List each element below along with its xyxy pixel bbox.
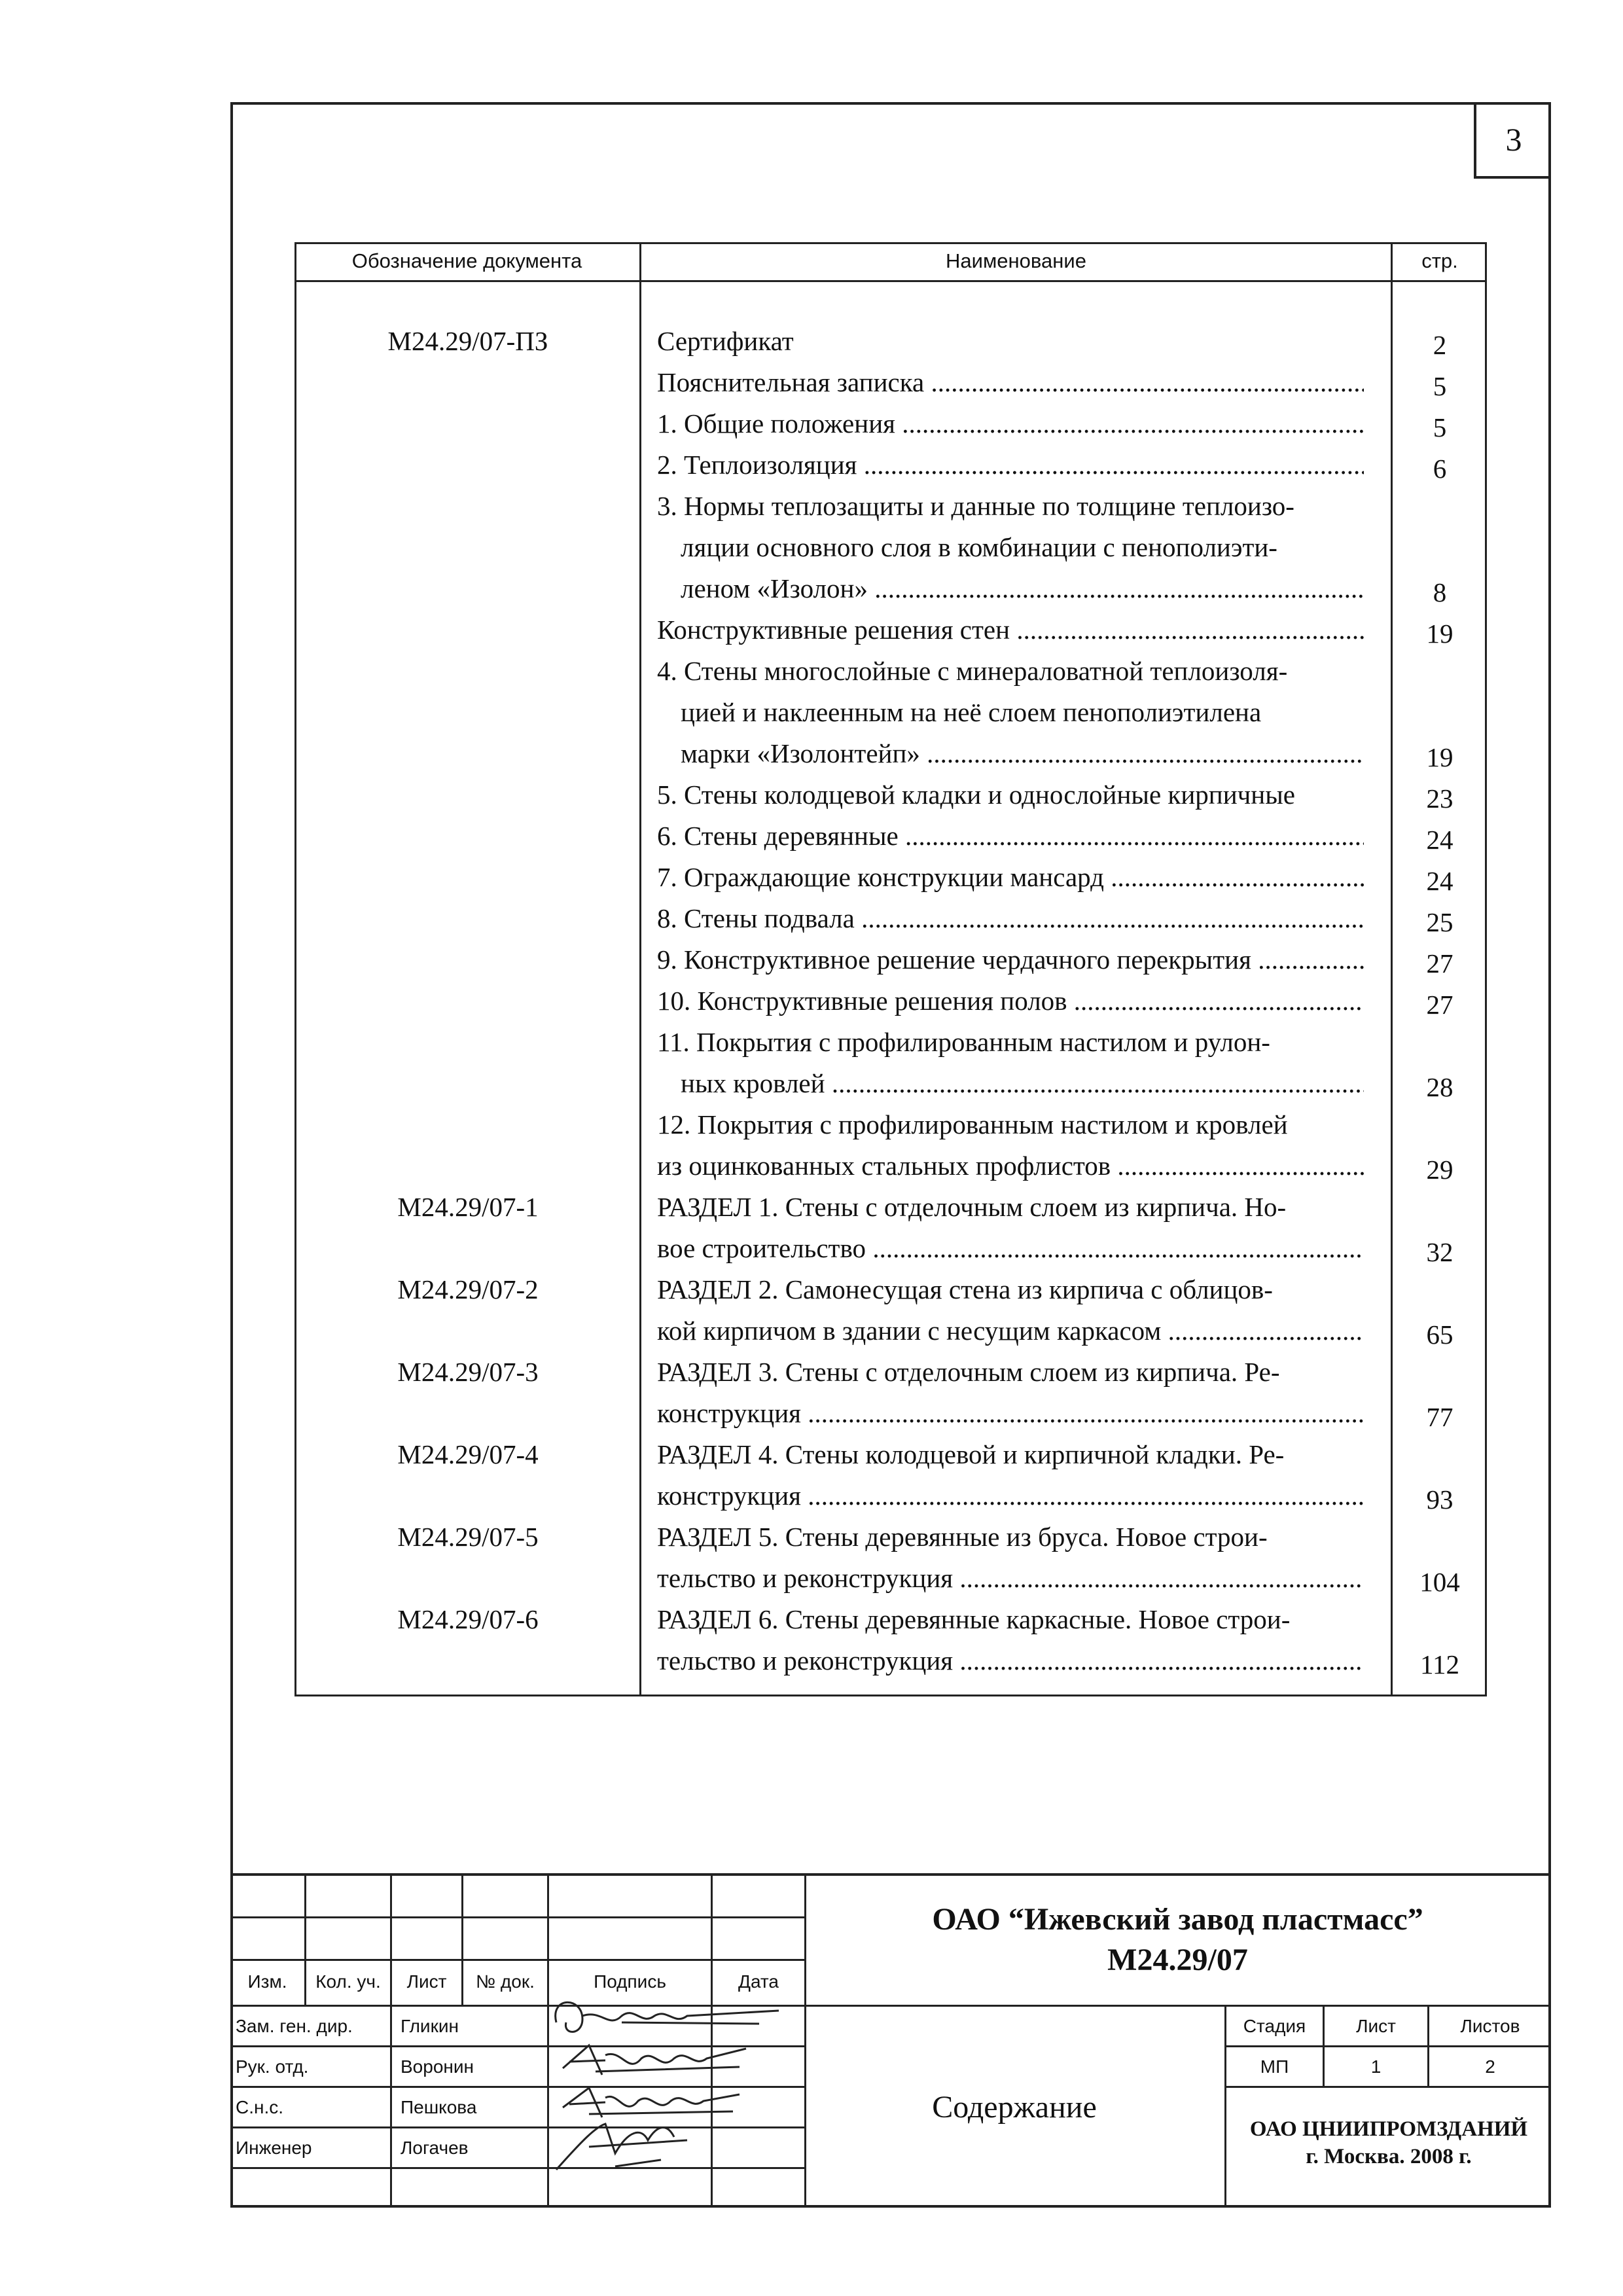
- stamp-col-qty: Кол. уч.: [315, 1971, 381, 1992]
- row-title-line: РАЗДЕЛ 6. Стены деревянные каркасные. Новое строи-: [657, 1604, 1291, 1634]
- row-title: [657, 1310, 1364, 1352]
- row-title: [657, 1516, 1364, 1558]
- row-page-number: 27: [1426, 990, 1454, 1020]
- row-title: [657, 486, 1364, 527]
- sheets-value: 2: [1485, 2056, 1495, 2077]
- row-document-code: М24.29/07-6: [397, 1604, 539, 1634]
- stamp-rule: [230, 1916, 804, 1918]
- stamp-col-date: Дата: [738, 1971, 779, 1992]
- row-title-line: Пояснительная записка: [657, 367, 925, 397]
- row-title: [657, 1187, 1364, 1228]
- row-title-line: РАЗДЕЛ 1. Стены с отделочным слоем из кирпича. Но-: [657, 1192, 1287, 1222]
- row-document-code: М24.29/07-1: [397, 1192, 539, 1222]
- sheets-label: Листов: [1460, 2016, 1520, 2036]
- sheet-label: Лист: [1356, 2016, 1396, 2036]
- row-title: [657, 898, 1364, 939]
- row-title: [657, 733, 1364, 774]
- row-page-number: 104: [1419, 1567, 1460, 1597]
- table-header-rule: [294, 280, 1487, 282]
- row-title-line: РАЗДЕЛ 3. Стены с отделочным слоем из кирпича. Ре-: [657, 1357, 1280, 1387]
- row-title: [657, 1475, 1364, 1516]
- row-title-line: 9. Конструктивное решение чердачного перекрытия: [657, 944, 1251, 975]
- row-title: [657, 1145, 1364, 1187]
- row-title: [657, 1640, 1364, 1681]
- row-title-line: РАЗДЕЛ 4. Стены колодцевой и кирпичной кладки. Ре-: [657, 1439, 1285, 1469]
- row-title: [657, 321, 1364, 362]
- stamp-rule: [230, 1959, 804, 1961]
- row-title: [657, 1228, 1364, 1269]
- row-title-line: кой кирпичом в здании с несущим каркасом: [657, 1316, 1162, 1346]
- row-title: [657, 651, 1364, 692]
- row-title-line: из оцинкованных стальных профлистов: [657, 1151, 1111, 1181]
- row-page-number: 93: [1426, 1484, 1454, 1515]
- row-title-line: 8. Стены подвала: [657, 903, 855, 933]
- name-deputy-director: Гликин: [401, 2016, 459, 2036]
- row-title-line: Конструктивные решения стен: [657, 615, 1010, 645]
- row-title-line: 6. Стены деревянные: [657, 821, 899, 851]
- row-title-line: вое строительство: [657, 1233, 866, 1263]
- row-title: [657, 692, 1364, 733]
- handwritten-signatures: [543, 1983, 818, 2179]
- row-title: [657, 444, 1364, 486]
- stamp-col-docno: № док.: [476, 1971, 535, 1992]
- row-page-number: 25: [1426, 907, 1454, 937]
- header-name: Наименование: [946, 249, 1086, 272]
- row-title: [657, 857, 1364, 898]
- row-page-number: 24: [1426, 825, 1454, 855]
- row-title-line: ляции основного слоя в комбинации с пенополиэти-: [681, 532, 1277, 562]
- row-title-line: 4. Стены многослойные с минераловатной теплоизоля-: [657, 656, 1288, 686]
- row-page-number: 8: [1433, 577, 1447, 607]
- row-page-number: 24: [1426, 866, 1454, 896]
- header-page: стр.: [1421, 249, 1458, 272]
- row-title: [657, 1063, 1364, 1104]
- row-page-number: 112: [1420, 1649, 1459, 1679]
- stage-label: Стадия: [1243, 2016, 1306, 2036]
- row-document-code: М24.29/07-2: [397, 1274, 539, 1304]
- row-page-number: 6: [1433, 454, 1447, 484]
- row-title-line: марки «Изолонтейп»: [681, 738, 920, 768]
- city-year: г. Москва. 2008 г.: [1306, 2145, 1472, 2168]
- document-title: Содержание: [932, 2090, 1097, 2125]
- row-title: [657, 939, 1364, 980]
- row-title: [657, 1599, 1364, 1640]
- row-title-line: 7. Ограждающие конструкции мансард: [657, 862, 1104, 892]
- row-title: [657, 362, 1364, 403]
- row-title-line: ных кровлей: [681, 1068, 825, 1098]
- row-title-line: 1. Общие положения: [657, 408, 895, 439]
- row-title-line: 2. Теплоизоляция: [657, 450, 857, 480]
- name-department-head: Воронин: [401, 2056, 474, 2077]
- stamp-col-signature: Подпись: [594, 1971, 666, 1992]
- organization-name: ОАО “Ижевский завод пластмасс”: [932, 1902, 1423, 1937]
- row-page-number: 77: [1426, 1402, 1454, 1432]
- document-code: М24.29/07: [1107, 1943, 1248, 1977]
- row-document-code: М24.29/07-ПЗ: [387, 326, 548, 356]
- row-title-line: 12. Покрытия с профилированным настилом и кровлей: [657, 1109, 1288, 1139]
- row-title-line: 3. Нормы теплозащиты и данные по толщине теплоизо-: [657, 491, 1294, 521]
- row-title: [657, 609, 1364, 651]
- row-title: [657, 1393, 1364, 1434]
- stamp-col-sheet: Лист: [406, 1971, 447, 1992]
- row-title: [657, 816, 1364, 857]
- row-title: [657, 527, 1364, 568]
- table-divider: [639, 242, 641, 1696]
- stamp-rule: [390, 1873, 392, 2208]
- row-title-line: 5. Стены колодцевой кладки и однослойные кирпичные: [657, 780, 1295, 810]
- row-document-code: М24.29/07-4: [397, 1439, 539, 1469]
- name-engineer: Логачев: [401, 2138, 469, 2158]
- row-page-number: 19: [1426, 619, 1454, 649]
- role-department-head: Рук. отд.: [236, 2056, 309, 2077]
- row-title-line: 11. Покрытия с профилированным настилом и рулон-: [657, 1027, 1270, 1057]
- stage-value: МП: [1260, 2056, 1289, 2077]
- sheet-number: 3: [1474, 102, 1551, 179]
- row-title-line: тельство и реконструкция: [657, 1563, 954, 1593]
- row-page-number: 28: [1426, 1072, 1454, 1102]
- row-page-number: 27: [1426, 948, 1454, 978]
- role-engineer: Инженер: [236, 2138, 312, 2158]
- row-title: [657, 403, 1364, 444]
- row-page-number: 5: [1433, 412, 1447, 442]
- row-page-number: 65: [1426, 1319, 1454, 1350]
- row-title: [657, 1434, 1364, 1475]
- row-title-line: РАЗДЕЛ 2. Самонесущая стена из кирпича с облицов-: [657, 1274, 1273, 1304]
- developer-organization: ОАО ЦНИИПРОМЗДАНИЙ: [1249, 2117, 1528, 2141]
- row-title-line: Сертификат: [657, 326, 794, 356]
- row-title: [657, 1104, 1364, 1145]
- header-document-code: Обозначение документа: [351, 249, 582, 272]
- row-title-line: 10. Конструктивные решения полов: [657, 986, 1067, 1016]
- row-title: [657, 980, 1364, 1022]
- stamp-col-rev: Изм.: [247, 1971, 287, 1992]
- row-title-line: тельство и реконструкция: [657, 1645, 954, 1676]
- row-title: [657, 1558, 1364, 1599]
- row-title-line: цией и наклеенным на неё слоем пенополиэтилена: [681, 697, 1262, 727]
- row-title: [657, 1269, 1364, 1310]
- row-title: [657, 1022, 1364, 1063]
- row-page-number: 32: [1426, 1237, 1454, 1267]
- row-page-number: 5: [1433, 371, 1447, 401]
- row-title: [657, 774, 1364, 816]
- role-senior-researcher: С.н.с.: [236, 2097, 284, 2117]
- row-title-line: РАЗДЕЛ 5. Стены деревянные из бруса. Новое строи-: [657, 1522, 1268, 1552]
- row-title-line: леном «Изолон»: [681, 573, 868, 603]
- row-page-number: 19: [1426, 742, 1454, 772]
- row-page-number: 2: [1433, 330, 1447, 360]
- name-senior-researcher: Пешкова: [401, 2097, 477, 2117]
- row-page-number: 29: [1426, 1155, 1454, 1185]
- row-title: [657, 568, 1364, 609]
- row-title-line: конструкция: [657, 1398, 802, 1428]
- row-title: [657, 1352, 1364, 1393]
- row-title-line: конструкция: [657, 1480, 802, 1511]
- row-document-code: М24.29/07-3: [397, 1357, 539, 1387]
- role-deputy-director: Зам. ген. дир.: [236, 2016, 353, 2036]
- row-page-number: 23: [1426, 783, 1454, 814]
- sheet-value: 1: [1370, 2056, 1382, 2077]
- row-document-code: М24.29/07-5: [397, 1522, 539, 1552]
